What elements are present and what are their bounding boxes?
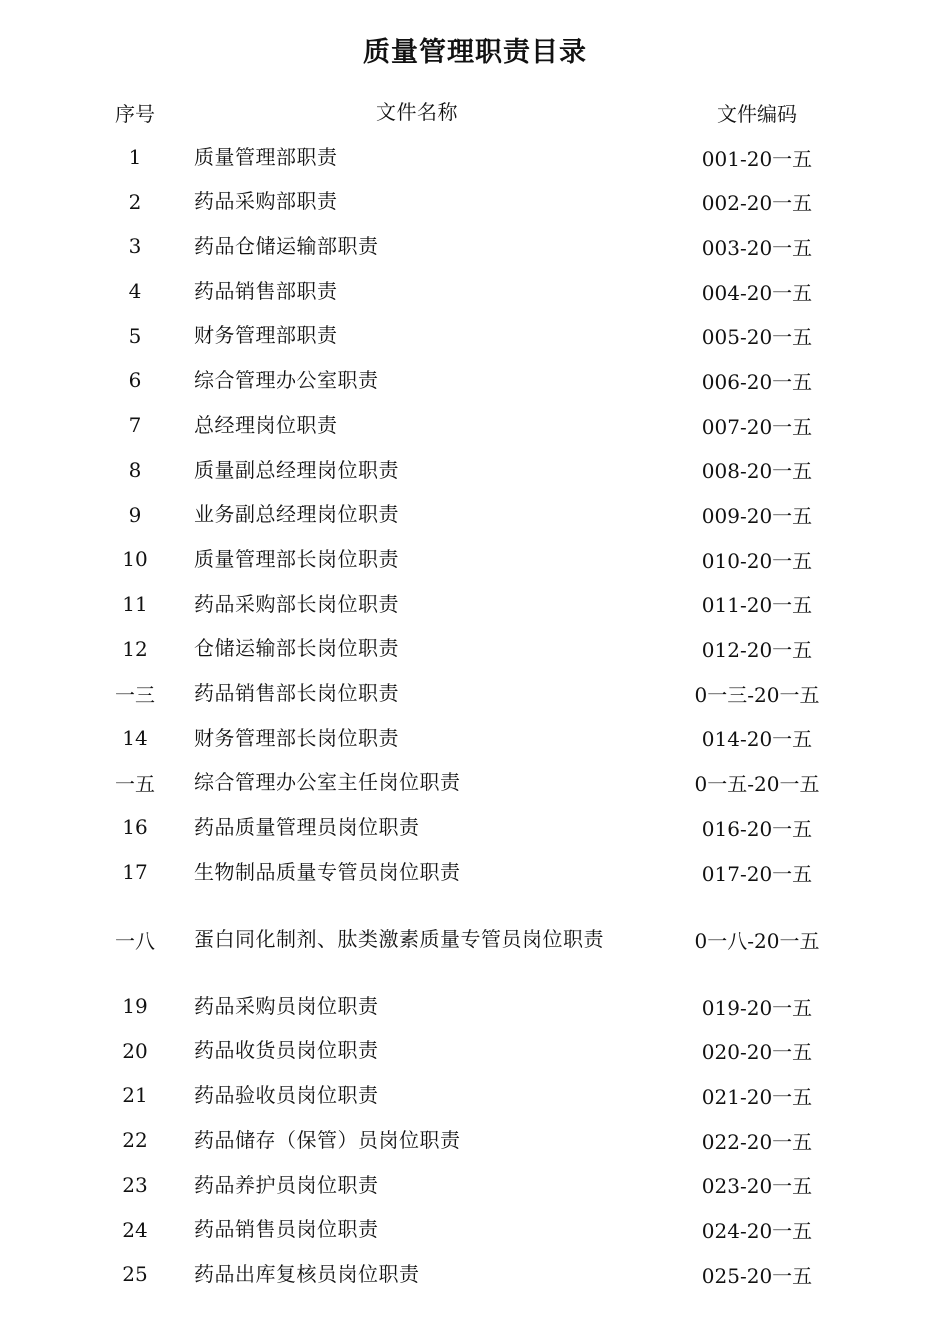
row-file-code: 001-20一五 bbox=[701, 146, 813, 171]
row-file-code: 023-20一五 bbox=[701, 1174, 813, 1199]
row-file-name: 药品采购部职责 bbox=[194, 189, 338, 214]
row-file-name: 蛋白同化制剂、肽类激素质量专管员岗位职责 bbox=[194, 926, 604, 951]
row-file-name: 质量管理部长岗位职责 bbox=[194, 546, 399, 571]
row-seq: 5 bbox=[128, 323, 142, 348]
row-file-name: 药品储存（保管）员岗位职责 bbox=[194, 1127, 461, 1152]
row-file-code: 0一五-20一五 bbox=[694, 772, 820, 797]
row-file-name: 药品质量管理员岗位职责 bbox=[194, 815, 420, 839]
row-file-code: 010-20一五 bbox=[701, 548, 813, 573]
table-row bbox=[90, 894, 860, 983]
row-file-code: 020-20一五 bbox=[701, 1040, 813, 1065]
table-header bbox=[90, 90, 860, 135]
table-row bbox=[90, 179, 860, 224]
row-file-name: 药品销售员岗位职责 bbox=[194, 1217, 379, 1242]
row-file-code: 014-20一五 bbox=[701, 727, 813, 752]
directory-table bbox=[90, 90, 860, 1297]
row-file-name: 药品销售部长岗位职责 bbox=[194, 680, 399, 705]
row-file-name: 药品养护员岗位职责 bbox=[194, 1172, 379, 1197]
row-file-code: 017-20一五 bbox=[701, 861, 813, 886]
table-row bbox=[90, 313, 860, 358]
row-seq: 2 bbox=[128, 189, 142, 214]
row-seq: 7 bbox=[128, 413, 142, 438]
row-file-name: 总经理岗位职责 bbox=[194, 412, 338, 437]
table-row bbox=[90, 1207, 860, 1252]
row-file-name: 质量管理部职责 bbox=[194, 144, 338, 169]
row-seq: 6 bbox=[128, 368, 142, 393]
row-file-name: 综合管理办公室主任岗位职责 bbox=[194, 770, 461, 795]
table-row bbox=[90, 269, 860, 314]
row-seq: 22 bbox=[122, 1128, 148, 1153]
table-row bbox=[90, 448, 860, 493]
table-row bbox=[90, 582, 860, 627]
row-file-code: 016-20一五 bbox=[701, 816, 813, 841]
row-file-code: 021-20一五 bbox=[701, 1084, 813, 1109]
row-seq: 9 bbox=[128, 502, 142, 527]
header-code: 文件编码 bbox=[717, 101, 797, 126]
table-row bbox=[90, 760, 860, 805]
row-file-code: 002-20一五 bbox=[701, 191, 813, 216]
row-file-name: 药品采购部长岗位职责 bbox=[194, 591, 399, 616]
table-row bbox=[90, 537, 860, 582]
row-file-name: 生物制品质量专管员岗位职责 bbox=[194, 859, 461, 884]
row-file-name: 药品采购员岗位职责 bbox=[194, 993, 379, 1018]
row-seq: 一三 bbox=[115, 682, 155, 707]
header-seq: 序号 bbox=[115, 101, 155, 126]
row-file-code: 022-20一五 bbox=[701, 1129, 813, 1154]
row-file-code: 003-20一五 bbox=[701, 235, 813, 260]
row-file-name: 财务管理部职责 bbox=[194, 323, 338, 348]
table-row bbox=[90, 805, 860, 850]
row-file-code: 004-20一五 bbox=[701, 280, 813, 305]
header-name: 文件名称 bbox=[376, 100, 458, 124]
table-row bbox=[90, 1118, 860, 1163]
row-seq: 12 bbox=[122, 636, 148, 661]
table-row bbox=[90, 403, 860, 448]
row-seq: 25 bbox=[122, 1262, 148, 1287]
row-seq: 一五 bbox=[115, 772, 155, 797]
row-file-code: 025-20一五 bbox=[701, 1263, 813, 1288]
row-seq: 21 bbox=[122, 1083, 148, 1108]
table-row bbox=[90, 135, 860, 180]
table-row bbox=[90, 224, 860, 269]
table-row bbox=[90, 984, 860, 1029]
row-file-code: 005-20一五 bbox=[701, 325, 813, 350]
row-file-name: 业务副总经理岗位职责 bbox=[194, 502, 399, 527]
row-seq: 14 bbox=[122, 725, 148, 750]
row-seq: 4 bbox=[128, 279, 142, 304]
row-file-name: 财务管理部长岗位职责 bbox=[194, 725, 399, 750]
row-file-name: 综合管理办公室职责 bbox=[194, 368, 379, 393]
row-seq: 19 bbox=[122, 994, 148, 1019]
row-file-code: 007-20一五 bbox=[701, 414, 813, 439]
row-seq: 11 bbox=[122, 591, 148, 616]
table-body bbox=[90, 135, 860, 1297]
row-file-name: 仓储运输部长岗位职责 bbox=[194, 636, 399, 661]
row-file-code: 012-20一五 bbox=[701, 638, 813, 663]
row-file-code: 011-20一五 bbox=[701, 593, 813, 618]
row-seq: 8 bbox=[128, 457, 142, 482]
row-file-name: 药品收货员岗位职责 bbox=[194, 1038, 379, 1063]
row-file-code: 006-20一五 bbox=[701, 369, 813, 394]
row-file-name: 药品出库复核员岗位职责 bbox=[194, 1261, 420, 1286]
row-seq: 1 bbox=[128, 145, 142, 170]
row-seq: 一八 bbox=[115, 928, 155, 953]
table-row bbox=[90, 850, 860, 895]
row-seq: 10 bbox=[122, 547, 148, 572]
row-file-code: 0一八-20一五 bbox=[694, 928, 820, 953]
row-file-name: 质量副总经理岗位职责 bbox=[194, 457, 399, 482]
row-seq: 24 bbox=[122, 1217, 148, 1242]
row-seq: 17 bbox=[122, 860, 148, 885]
row-file-name: 药品验收员岗位职责 bbox=[194, 1083, 379, 1108]
table-row bbox=[90, 626, 860, 671]
table-row bbox=[90, 492, 860, 537]
row-file-code: 009-20一五 bbox=[701, 504, 813, 529]
page-title: 质量管理职责目录 bbox=[363, 37, 587, 68]
table-row bbox=[90, 358, 860, 403]
row-seq: 20 bbox=[122, 1038, 148, 1063]
row-file-code: 024-20一五 bbox=[701, 1219, 813, 1244]
table-row bbox=[90, 1028, 860, 1073]
row-seq: 3 bbox=[128, 234, 142, 259]
row-file-code: 0一三-20一五 bbox=[694, 682, 820, 707]
table-row bbox=[90, 716, 860, 761]
row-file-name: 药品仓储运输部职责 bbox=[194, 234, 379, 259]
row-file-name: 药品销售部职责 bbox=[194, 278, 338, 303]
row-file-code: 008-20一五 bbox=[701, 459, 813, 484]
table-row bbox=[90, 1073, 860, 1118]
table-row bbox=[90, 1163, 860, 1208]
table-row bbox=[90, 671, 860, 716]
row-seq: 16 bbox=[122, 815, 148, 840]
row-seq: 23 bbox=[122, 1172, 148, 1197]
table-row bbox=[90, 1252, 860, 1297]
row-file-code: 019-20一五 bbox=[701, 995, 813, 1020]
